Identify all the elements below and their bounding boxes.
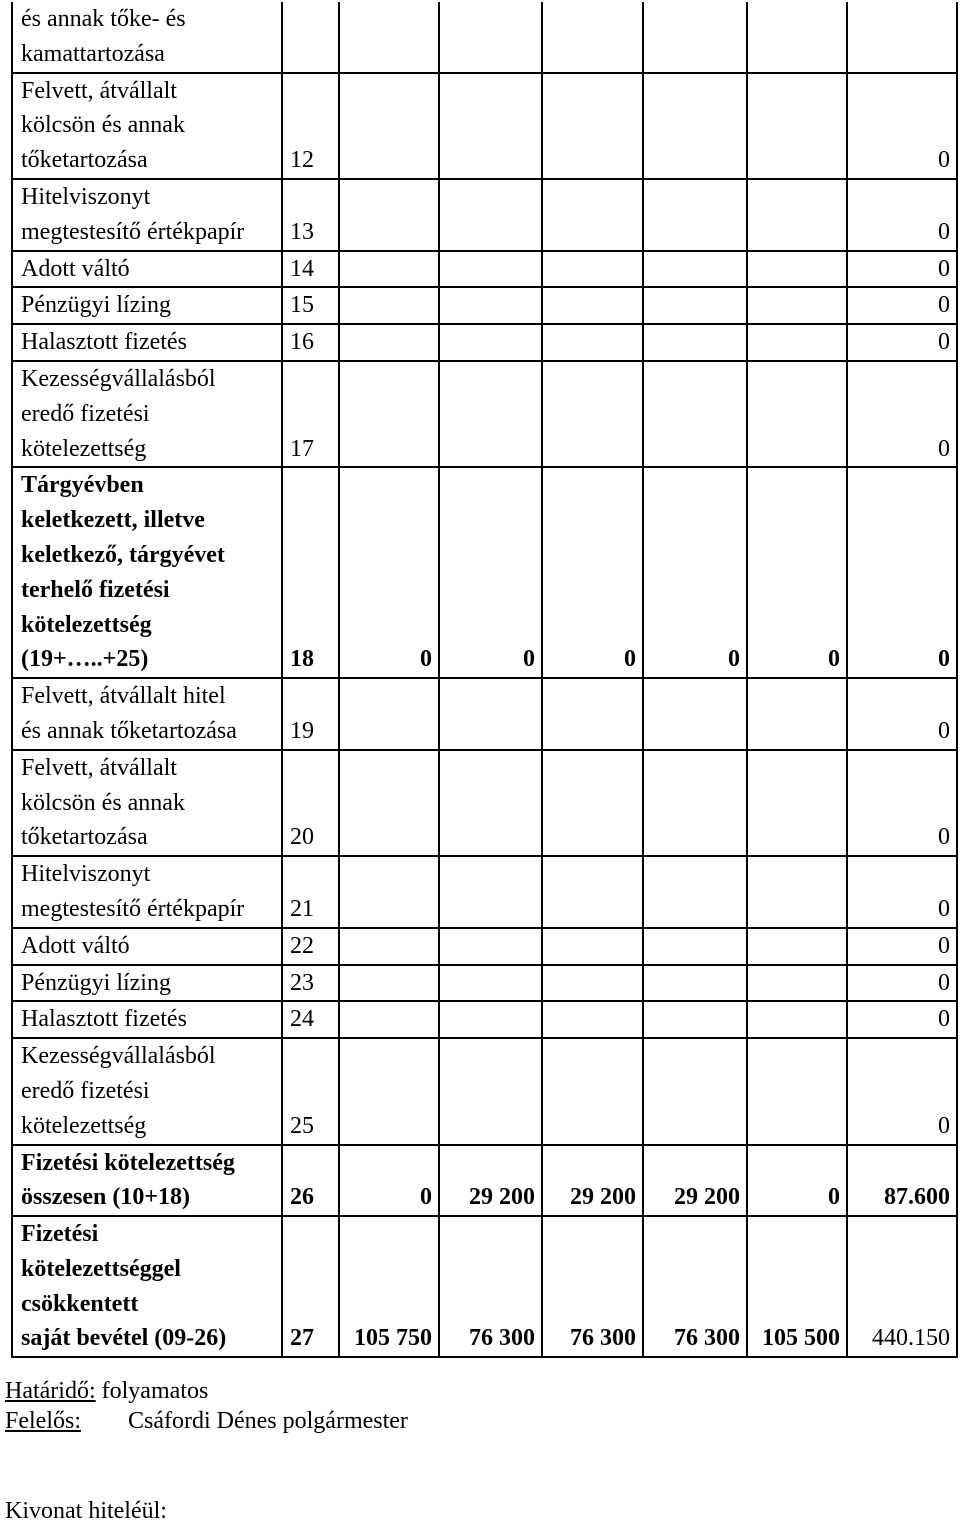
table-row <box>12 361 957 467</box>
row-total-cell: 0 <box>847 287 957 324</box>
row-number: 14 <box>282 251 339 288</box>
row-label <box>12 2 282 73</box>
row-value-cell <box>542 1001 643 1038</box>
table-row <box>12 324 957 361</box>
row-label <box>12 1001 282 1038</box>
row-value-cell: 0 <box>747 1145 847 1217</box>
row-label <box>12 179 282 251</box>
row-value-cell <box>339 361 439 467</box>
row-label <box>12 251 282 288</box>
row-label <box>12 965 282 1002</box>
row-label-line: megtestesítő értékpapír <box>21 895 245 922</box>
row-value-cell <box>439 179 542 251</box>
row-value-cell <box>643 856 747 928</box>
row-value-cell <box>747 1001 847 1038</box>
table-row <box>12 73 957 179</box>
row-value-cell <box>747 324 847 361</box>
row-label-line: kölcsön és annak <box>21 112 185 139</box>
row-value-cell <box>339 965 439 1002</box>
table-row <box>12 251 957 288</box>
row-value-cell <box>439 361 542 467</box>
row-total-cell: 0 <box>847 965 957 1002</box>
row-value-cell <box>339 856 439 928</box>
row-label-line: kötelezettséggel <box>21 1255 181 1282</box>
row-label-line: keletkezett, illetve <box>21 507 205 534</box>
responsible-value: Csáfordi Dénes polgármester <box>128 1408 408 1434</box>
row-label-line: Tárgyévben <box>21 472 144 499</box>
row-label-line: terhelő fizetési <box>21 576 170 603</box>
row-value-cell <box>439 324 542 361</box>
row-label-line: Pénzügyi lízing <box>21 292 171 319</box>
row-label-line: kötelezettség <box>21 435 147 462</box>
row-number: 17 <box>282 361 339 467</box>
row-label-line: keletkező, tárgyévet <box>21 541 225 568</box>
table-row <box>12 1001 957 1038</box>
row-value-cell <box>643 324 747 361</box>
financial-obligations-table <box>11 2 958 1358</box>
row-value-cell <box>439 678 542 750</box>
table-row <box>12 856 957 928</box>
row-label-line: Felvett, átvállalt <box>21 754 177 781</box>
row-value-cell <box>542 928 643 965</box>
row-label-line: és annak tőketartozása <box>21 717 237 744</box>
row-label <box>12 928 282 965</box>
row-value-cell: 0 <box>339 1145 439 1217</box>
row-label-line: Felvett, átvállalt <box>21 77 177 104</box>
row-value-cell <box>542 251 643 288</box>
row-total-cell: 0 <box>847 1001 957 1038</box>
row-number <box>282 2 339 73</box>
row-label <box>12 467 282 678</box>
row-total-cell: 0 <box>847 856 957 928</box>
row-number: 23 <box>282 965 339 1002</box>
table-row <box>12 750 957 856</box>
row-value-cell: 29 200 <box>643 1145 747 1217</box>
row-value-cell <box>339 1001 439 1038</box>
row-number: 13 <box>282 179 339 251</box>
row-value-cell <box>643 2 747 73</box>
row-value-cell <box>542 361 643 467</box>
row-label-line: Halasztott fizetés <box>21 329 187 356</box>
row-label-line: összesen (10+18) <box>21 1184 190 1211</box>
row-value-cell <box>339 179 439 251</box>
row-label <box>12 73 282 179</box>
row-value-cell <box>439 73 542 179</box>
row-value-cell <box>439 2 542 73</box>
responsible-line <box>5 1406 408 1436</box>
row-total-cell: 0 <box>847 928 957 965</box>
row-number: 18 <box>282 467 339 678</box>
row-value-cell <box>747 361 847 467</box>
row-value-cell <box>339 324 439 361</box>
row-value-cell <box>747 928 847 965</box>
responsible-label: Felelős: <box>5 1408 81 1434</box>
row-label-line: eredő fizetési <box>21 400 150 427</box>
row-value-cell: 0 <box>439 467 542 678</box>
row-label-line: Hitelviszonyt <box>21 861 151 888</box>
row-label-line: Fizetési kötelezettség <box>21 1149 235 1176</box>
row-number: 24 <box>282 1001 339 1038</box>
row-label <box>12 678 282 750</box>
row-value-cell <box>439 856 542 928</box>
row-value-cell <box>542 678 643 750</box>
row-value-cell <box>339 678 439 750</box>
row-value-cell <box>747 2 847 73</box>
row-value-cell: 76 300 <box>439 1216 542 1357</box>
row-value-cell <box>439 251 542 288</box>
row-value-cell: 76 300 <box>542 1216 643 1357</box>
row-number: 27 <box>282 1216 339 1357</box>
row-number: 19 <box>282 678 339 750</box>
row-value-cell <box>439 287 542 324</box>
row-value-cell <box>542 965 643 1002</box>
row-value-cell: 29 200 <box>439 1145 542 1217</box>
row-value-cell <box>339 1038 439 1144</box>
row-label-line: Kezességvállalásból <box>21 365 216 392</box>
row-value-cell <box>643 678 747 750</box>
row-value-cell <box>643 361 747 467</box>
row-value-cell <box>747 179 847 251</box>
row-value-cell <box>643 73 747 179</box>
row-label-line: Pénzügyi lízing <box>21 969 171 996</box>
row-label-line: kölcsön és annak <box>21 789 185 816</box>
deadline-line <box>5 1376 208 1406</box>
table-row <box>12 928 957 965</box>
row-number: 15 <box>282 287 339 324</box>
row-value-cell <box>339 2 439 73</box>
row-total-cell: 0 <box>847 179 957 251</box>
table-row <box>12 2 957 73</box>
row-label-line: tőketartozása <box>21 147 148 174</box>
row-value-cell <box>339 928 439 965</box>
row-total-cell: 87.600 <box>847 1145 957 1217</box>
row-label <box>12 1216 282 1357</box>
row-value-cell: 29 200 <box>542 1145 643 1217</box>
row-value-cell: 105 750 <box>339 1216 439 1357</box>
row-value-cell <box>747 856 847 928</box>
row-value-cell <box>747 965 847 1002</box>
row-total-cell: 0 <box>847 251 957 288</box>
row-value-cell: 0 <box>643 467 747 678</box>
row-value-cell <box>747 1038 847 1144</box>
row-number: 25 <box>282 1038 339 1144</box>
row-value-cell <box>747 287 847 324</box>
row-value-cell <box>643 1001 747 1038</box>
deadline-value: folyamatos <box>101 1378 209 1404</box>
row-label-line: Adott váltó <box>21 255 130 282</box>
row-value-cell <box>542 287 643 324</box>
row-value-cell <box>643 965 747 1002</box>
row-label-line: (19+…..+25) <box>21 646 149 673</box>
table-row <box>12 287 957 324</box>
row-label-line: és annak tőke- és <box>21 6 186 32</box>
row-value-cell <box>542 2 643 73</box>
row-total-cell: 0 <box>847 361 957 467</box>
row-value-cell <box>339 750 439 856</box>
row-value-cell: 0 <box>542 467 643 678</box>
row-total-cell: 0 <box>847 73 957 179</box>
row-total-cell: 440.150 <box>847 1216 957 1357</box>
row-value-cell <box>542 1038 643 1144</box>
row-label-line: Felvett, átvállalt hitel <box>21 683 226 710</box>
row-value-cell <box>439 1038 542 1144</box>
row-label-line: csökkentett <box>21 1290 139 1317</box>
row-value-cell <box>542 856 643 928</box>
row-value-cell <box>643 251 747 288</box>
row-number: 12 <box>282 73 339 179</box>
row-number: 20 <box>282 750 339 856</box>
row-label-line: Kezességvállalásból <box>21 1043 216 1070</box>
row-value-cell <box>643 179 747 251</box>
table-row <box>12 965 957 1002</box>
row-value-cell <box>439 750 542 856</box>
row-value-cell: 0 <box>339 467 439 678</box>
row-value-cell <box>643 928 747 965</box>
row-label-line: Halasztott fizetés <box>21 1006 187 1033</box>
row-value-cell: 105 500 <box>747 1216 847 1357</box>
table-row <box>12 1216 957 1357</box>
row-value-cell <box>643 287 747 324</box>
row-value-cell <box>747 750 847 856</box>
row-label-line: kötelezettség <box>21 1112 147 1139</box>
table-row <box>12 179 957 251</box>
row-total-cell: 0 <box>847 678 957 750</box>
row-label <box>12 324 282 361</box>
extract-label: Kivonat hiteléül: <box>5 1498 167 1524</box>
row-value-cell <box>747 73 847 179</box>
row-value-cell <box>439 928 542 965</box>
row-value-cell <box>542 73 643 179</box>
row-value-cell <box>339 73 439 179</box>
row-value-cell: 76 300 <box>643 1216 747 1357</box>
row-label <box>12 1038 282 1144</box>
row-value-cell <box>439 1001 542 1038</box>
row-value-cell <box>339 251 439 288</box>
table-row <box>12 467 957 678</box>
row-label-line: kamattartozása <box>21 40 165 67</box>
row-label-line: tőketartozása <box>21 824 148 851</box>
table-row <box>12 678 957 750</box>
row-number: 26 <box>282 1145 339 1217</box>
row-label-line: Fizetési <box>21 1221 99 1248</box>
row-value-cell <box>339 287 439 324</box>
row-value-cell <box>643 1038 747 1144</box>
row-label-line: eredő fizetési <box>21 1077 150 1104</box>
table-row <box>12 1145 957 1217</box>
row-total-cell: 0 <box>847 1038 957 1144</box>
row-value-cell <box>542 179 643 251</box>
row-label-line: Hitelviszonyt <box>21 183 151 210</box>
row-value-cell <box>747 251 847 288</box>
row-label-line: saját bevétel (09-26) <box>21 1325 227 1352</box>
row-label-line: kötelezettség <box>21 611 152 638</box>
row-label-line: megtestesítő értékpapír <box>21 218 245 245</box>
row-total-cell: 0 <box>847 324 957 361</box>
extract-certification <box>5 1496 167 1526</box>
row-number: 21 <box>282 856 339 928</box>
row-value-cell <box>542 750 643 856</box>
row-total-cell <box>847 2 957 73</box>
row-value-cell <box>542 324 643 361</box>
row-number: 16 <box>282 324 339 361</box>
table-body <box>12 2 957 1357</box>
row-label <box>12 750 282 856</box>
row-label-line: Adott váltó <box>21 932 130 959</box>
row-value-cell <box>747 678 847 750</box>
row-label <box>12 287 282 324</box>
row-label <box>12 1145 282 1217</box>
row-number: 22 <box>282 928 339 965</box>
table-row <box>12 1038 957 1144</box>
row-total-cell: 0 <box>847 750 957 856</box>
row-label <box>12 361 282 467</box>
row-value-cell: 0 <box>747 467 847 678</box>
row-total-cell: 0 <box>847 467 957 678</box>
row-value-cell <box>643 750 747 856</box>
deadline-label: Határidő: <box>5 1378 96 1404</box>
row-label <box>12 856 282 928</box>
row-value-cell <box>439 965 542 1002</box>
